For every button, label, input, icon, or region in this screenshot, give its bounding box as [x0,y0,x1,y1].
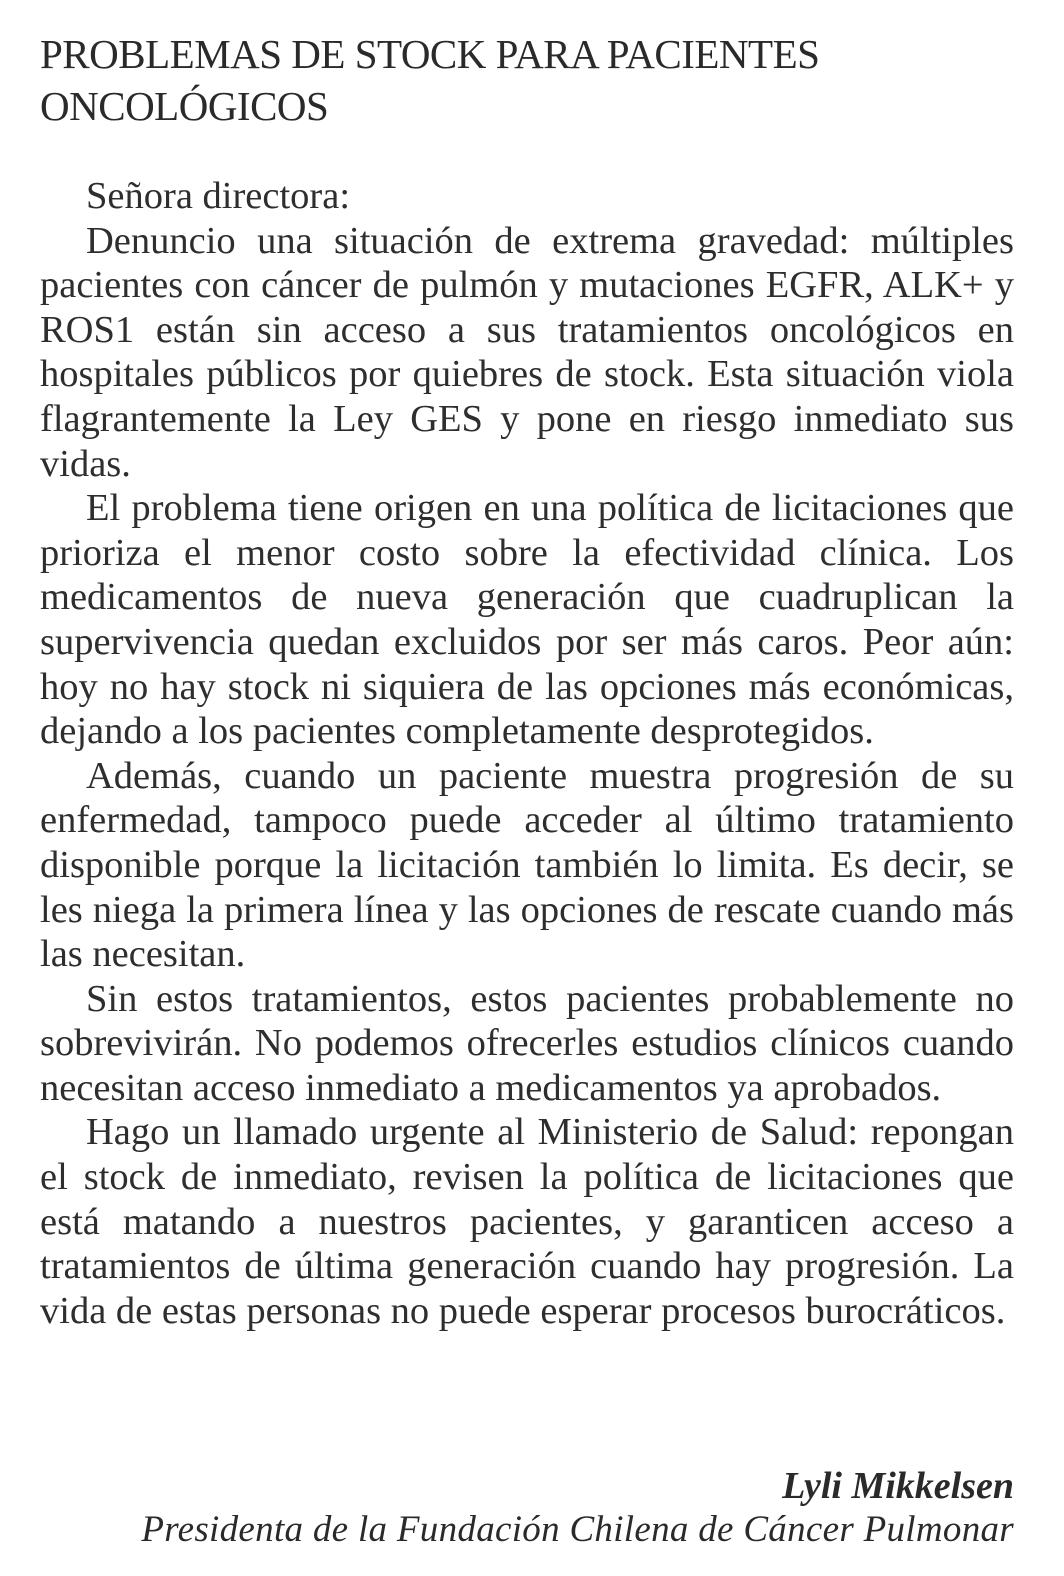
signature-block [141,1464,1014,1552]
headline [40,28,840,132]
paragraph-2: El problema tiene origen en una política de licitaciones que prioriza el menor costo sobre la efectividad clínica. Los medicamentos de nueva generación que cuadruplican la supervivencia quedan excluidos por ser más caros. Peor aún: hoy no hay stock ni siquiera de las opciones más económicas, dejando a los pacientes completamente desprotegidos. [40,487,1014,753]
headline-line-2: ONCOLÓGICOS [40,83,329,129]
paragraph-5: Hago un llamado urgente al Ministerio de Salud: repongan el stock de inmediato, revisen la política de licitaciones que está matando a nuestros pacientes, y garanticen acceso a tratamientos de última generación cuando hay progresión. La vida de estas personas no puede esperar procesos burocráticos. [40,1111,1014,1332]
paragraph-3: Además, cuando un paciente muestra progresión de su enfermedad, tampoco puede acceder al último tratamiento disponible porque la licitación también lo limita. Es decir, se les niega la primera línea y las opciones de rescate cuando más las necesitan. [40,754,1014,976]
signature-name: Lyli Mikkelsen [782,1465,1014,1507]
salutation: Señora directora: [86,175,351,217]
paragraph-4: Sin estos tratamientos, estos pacientes probablemente no sobrevivirán. No podemos ofrecerles estudios clínicos cuando necesitan acceso inmediato a medicamentos ya aprobados. [40,977,1014,1109]
paragraph-1: Denuncio una situación de extrema gravedad: múltiples pacientes con cáncer de pulmón y mutaciones EGFR, ALK+ y ROS1 están sin acceso a sus tratamientos oncológicos en hospitales públicos por quiebres de stock. Esta situación viola flagrantemente la Ley GES y pone en riesgo inmediato sus vidas. [40,219,1014,485]
signature-role: Presidenta de la Fundación Chilena de Cáncer Pulmonar [141,1509,1014,1550]
headline-line-1: PROBLEMAS DE STOCK PARA PACIENTES [40,31,820,77]
letter-body [40,174,1014,1333]
